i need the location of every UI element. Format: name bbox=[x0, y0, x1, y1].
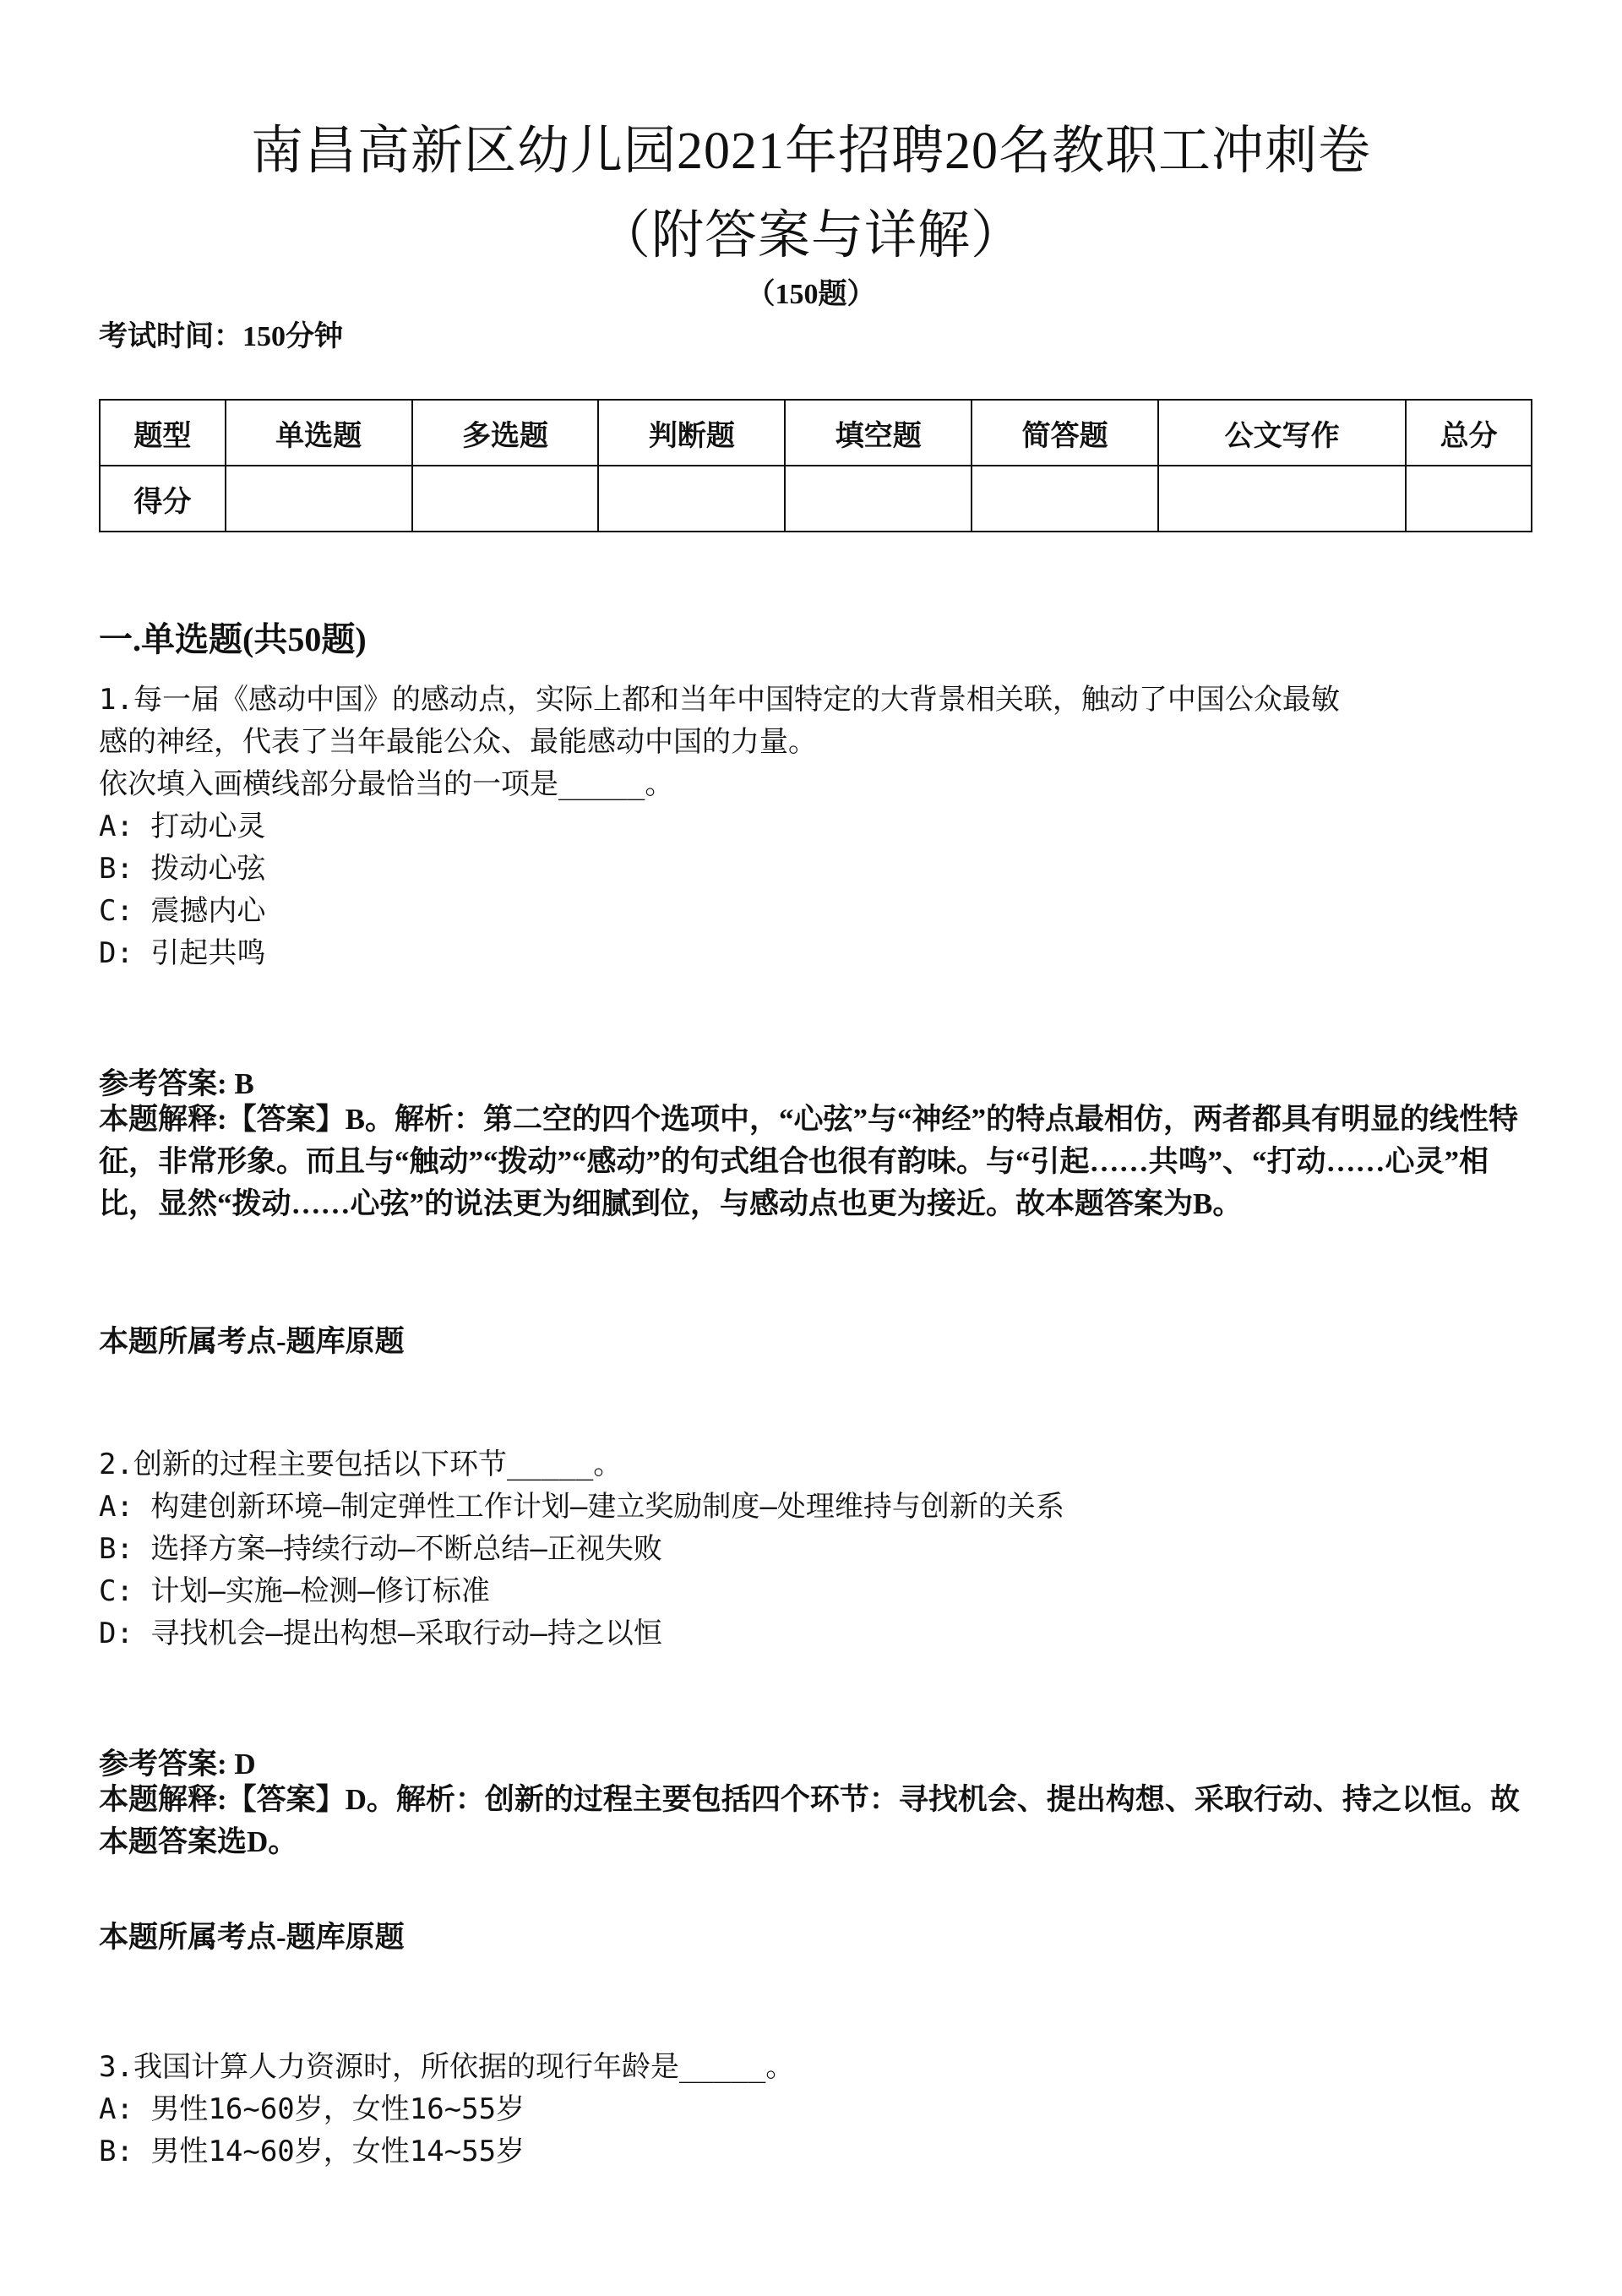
question-stem-line: 感的神经，代表了当年最能公众、最能感动中国的力量。 bbox=[99, 725, 817, 759]
option-a: A: 打动心灵 bbox=[99, 810, 266, 843]
question-stem-line: 3.我国计算人力资源时，所依据的现行年龄是_____。 bbox=[99, 2050, 795, 2084]
answer-explanation: 本题解释:【答案】D。解析：创新的过程主要包括四个环节：寻找机会、提出构想、采取行动、持之以恒。故本题答案选D。 bbox=[99, 1783, 1520, 1858]
document-title-line1: 南昌高新区幼儿园2021年招聘20名教职工冲刺卷 bbox=[250, 123, 1371, 180]
option-d: D: 寻找机会—提出构想—采取行动—持之以恒 bbox=[99, 1617, 662, 1650]
option-b: B: 选择方案—持续行动—不断总结—正视失败 bbox=[99, 1532, 662, 1566]
option-c: C: 震撼内心 bbox=[99, 894, 266, 928]
option-b: B: 男性14~60岁，女性14~55岁 bbox=[99, 2135, 525, 2168]
topic-label: 本题所属考点-题库原题 bbox=[99, 1921, 405, 1954]
score-table-header-cell: 单选题 bbox=[226, 400, 412, 466]
score-table-header-cell: 多选题 bbox=[412, 400, 599, 466]
score-cell bbox=[598, 466, 785, 532]
topic-label: 本题所属考点-题库原题 bbox=[99, 1325, 405, 1358]
score-table-header-row bbox=[100, 400, 1532, 466]
section-title: 一.单选题(共50题) bbox=[99, 620, 367, 658]
option-a: A: 男性16~60岁，女性16~55岁 bbox=[99, 2092, 525, 2126]
document-title-line2: （附答案与详解） bbox=[597, 207, 1024, 265]
exam-time: 考试时间：150分钟 bbox=[99, 321, 343, 352]
score-table-header-cell: 题型 bbox=[100, 400, 226, 466]
score-cell bbox=[412, 466, 599, 532]
score-cell bbox=[226, 466, 412, 532]
question-stem-line: 2.创新的过程主要包括以下环节_____。 bbox=[99, 1448, 623, 1481]
option-b: B: 拨动心弦 bbox=[99, 852, 266, 886]
score-table-header-cell: 总分 bbox=[1406, 400, 1532, 466]
score-table bbox=[99, 399, 1532, 532]
option-d: D: 引起共鸣 bbox=[99, 936, 266, 970]
score-table-score-row bbox=[100, 466, 1532, 532]
question-stem-line: 1.每一届《感动中国》的感动点，实际上都和当年中国特定的大背景相关联，触动了中国公众最敏 bbox=[99, 683, 1340, 717]
option-a: A: 构建创新环境—制定弹性工作计划—建立奖励制度—处理维持与创新的关系 bbox=[99, 1490, 1064, 1524]
answer-explanation: 本题解释:【答案】B。解析：第二空的四个选项中，“心弦”与“神经”的特点最相仿，两者都具有明显的线性特征，非常形象。而且与“触动”“拨动”“感动”的句式组合也很有韵味。与“引起……共鸣”、“打动……心灵”相比，显然“拨动……心弦”的说法更为细腻到位，与感动点也更为接近。故本题答案为B。 bbox=[99, 1103, 1519, 1220]
question-count: （150题） bbox=[746, 279, 876, 310]
score-label-cell: 得分 bbox=[100, 466, 226, 532]
score-cell bbox=[1158, 466, 1406, 532]
score-cell bbox=[972, 466, 1158, 532]
score-table-header-cell: 简答题 bbox=[972, 400, 1158, 466]
score-table-header-cell: 填空题 bbox=[785, 400, 972, 466]
reference-answer: 参考答案: B bbox=[99, 1067, 254, 1100]
reference-answer: 参考答案: D bbox=[99, 1748, 256, 1781]
score-cell bbox=[1406, 466, 1532, 532]
score-cell bbox=[785, 466, 972, 532]
question-stem-line: 依次填入画横线部分最恰当的一项是_____。 bbox=[99, 767, 674, 801]
score-table-header-cell: 公文写作 bbox=[1158, 400, 1406, 466]
score-table-header-cell: 判断题 bbox=[598, 400, 785, 466]
option-c: C: 计划—实施—检测—修订标准 bbox=[99, 1574, 490, 1608]
